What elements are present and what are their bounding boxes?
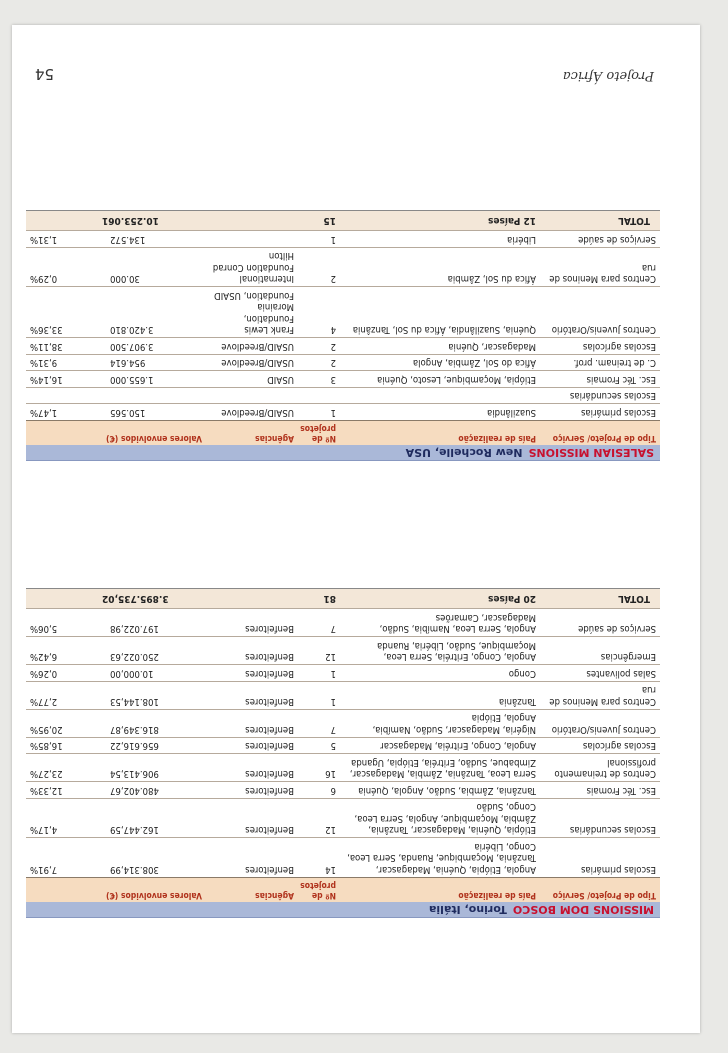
salesian-org-name: SALESIAN MISSIONS xyxy=(528,446,654,459)
cell-pais: Etiópia, Moçambique, Lesoto, Quénia xyxy=(340,371,540,388)
col-header-agencias: Agências xyxy=(206,421,298,446)
col-header-valores: Valores envolvidos (€) xyxy=(26,421,206,446)
cell-pais: Áfica do Sol, Zâmbia, Angola xyxy=(340,355,540,372)
document-sheet xyxy=(12,25,700,1033)
cell-num: 1 xyxy=(298,404,340,421)
cell-agencia: Benfeitores xyxy=(206,609,298,637)
page-number: 54 xyxy=(34,65,54,83)
bosco-table-header xyxy=(26,878,660,903)
cell-tipo: Centros para Meninos de rua xyxy=(540,682,660,710)
cell-tipo: Escolas agrícolas xyxy=(540,738,660,755)
total-countries: 12 Países xyxy=(340,211,540,232)
cell-agencia: Benfeitores xyxy=(206,754,298,782)
cell-valor: 30.000 xyxy=(98,248,206,288)
total-empty xyxy=(26,211,98,232)
table-row xyxy=(26,338,660,355)
cell-pais: Angola, Etiópia, Quénia, Madagascar, Tanzânia, Moçambique, Ruanda, Serra Leoa, Congo, Libéria xyxy=(340,838,540,878)
cell-num: 12 xyxy=(298,799,340,839)
cell-pais: Áfica du Sol, Zâmbia xyxy=(340,248,540,288)
col-header-tipo: Tipo de Projeto/ Serviço xyxy=(540,421,660,446)
cell-agencia: Benfeitores xyxy=(206,710,298,738)
cell-pais: Madagascar, Quénia xyxy=(340,338,540,355)
cell-num: 3 xyxy=(298,371,340,388)
total-label: TOTAL xyxy=(540,211,660,232)
cell-valor: 162.447,59 xyxy=(98,799,206,839)
cell-agencia: Benfeitores xyxy=(206,738,298,755)
salesian-table-body xyxy=(26,211,660,421)
cell-num: 1 xyxy=(298,231,340,248)
cell-tipo: Centros Juvenis/Oratório xyxy=(540,287,660,338)
total-projects: 81 xyxy=(298,589,340,610)
bosco-city: Torino, Itália xyxy=(428,903,507,916)
cell-valor: 134.572 xyxy=(98,231,206,248)
total-countries: 20 Países xyxy=(340,589,540,610)
cell-valor: 10.000,00 xyxy=(98,665,206,682)
cell-num: 4 xyxy=(298,287,340,338)
cell-tipo: Esc. Téc Fromais xyxy=(540,371,660,388)
cell-num: 6 xyxy=(298,782,340,799)
cell-pais: Angola, Serra Leoa, Namíbia, Sudão, Madagascar, Camarões xyxy=(340,609,540,637)
cell-pais xyxy=(340,388,540,405)
table-row xyxy=(26,838,660,878)
cell-tipo: C. de treinam. prof. xyxy=(540,355,660,372)
cell-pct: 12,33% xyxy=(26,782,98,799)
cell-valor xyxy=(98,388,206,405)
table-row xyxy=(26,248,660,288)
cell-agencia: Frank Lewis Foundation, Morainia Foundation, USAID xyxy=(206,287,298,338)
cell-num: 7 xyxy=(298,710,340,738)
cell-pct: 38,11% xyxy=(26,338,98,355)
cell-pais: Congo xyxy=(340,665,540,682)
table-row xyxy=(26,665,660,682)
table-row xyxy=(26,371,660,388)
cell-pct: 1,31% xyxy=(26,231,98,248)
total-label: TOTAL xyxy=(540,589,660,610)
cell-tipo: Salas polivantes xyxy=(540,665,660,682)
cell-pct: 0,26% xyxy=(26,665,98,682)
cell-num: 12 xyxy=(298,637,340,665)
cell-agencia: Benfeitores xyxy=(206,799,298,839)
cell-tipo: Esc. Téc Fromais xyxy=(540,782,660,799)
bosco-section-header xyxy=(26,902,660,918)
cell-agencia: Benfeitores xyxy=(206,838,298,878)
cell-pct: 5,06% xyxy=(26,609,98,637)
cell-agencia: International Foundation Conrad Hilton xyxy=(206,248,298,288)
cell-agencia: Benfeitores xyxy=(206,782,298,799)
cell-valor: 816.349,87 xyxy=(98,710,206,738)
cell-pais: Nigéria, Madagascar, Sudão, Namíbia, Angola, Etiópia xyxy=(340,710,540,738)
col-header-agencias: Agências xyxy=(206,878,298,903)
cell-pct: 4,17% xyxy=(26,799,98,839)
cell-tipo: Centros para Meninos de rua xyxy=(540,248,660,288)
cell-pct: 0,29% xyxy=(26,248,98,288)
salesian-section-header xyxy=(26,445,660,461)
cell-valor: 108.144,53 xyxy=(98,682,206,710)
cell-valor: 3.420.810 xyxy=(98,287,206,338)
cell-agencia: Benfeitores xyxy=(206,665,298,682)
cell-tipo: Serviços de saúde xyxy=(540,609,660,637)
total-value: 3.895.735,02 xyxy=(98,589,206,610)
cell-pais: Tanzânia, Zâmbia, Sudão, Angola, Quénia xyxy=(340,782,540,799)
table-row xyxy=(26,782,660,799)
cell-valor: 150.565 xyxy=(98,404,206,421)
cell-valor: 250.022,63 xyxy=(98,637,206,665)
cell-pais: Suazilândia xyxy=(340,404,540,421)
salesian-table-header xyxy=(26,421,660,446)
cell-num xyxy=(298,388,340,405)
cell-pct: 23,27% xyxy=(26,754,98,782)
table-row xyxy=(26,738,660,755)
cell-pais: Angola, Congo, Eritréia, Madagascar xyxy=(340,738,540,755)
table-row xyxy=(26,637,660,665)
cell-pais: Quénia, Suazilândia, Áfica du Sol, Tanzânia xyxy=(340,287,540,338)
cell-valor: 906.413,54 xyxy=(98,754,206,782)
table-row xyxy=(26,754,660,782)
cell-pct: 20,95% xyxy=(26,710,98,738)
cell-valor: 1.655.000 xyxy=(98,371,206,388)
cell-agencia: Benfeitores xyxy=(206,637,298,665)
cell-valor: 480.402,67 xyxy=(98,782,206,799)
salesian-table xyxy=(26,210,660,445)
total-row xyxy=(26,589,660,610)
cell-tipo: Escolas secundárias xyxy=(540,799,660,839)
cell-pct: 2,77% xyxy=(26,682,98,710)
cell-pct: 1,47% xyxy=(26,404,98,421)
table-row xyxy=(26,231,660,248)
cell-agencia xyxy=(206,388,298,405)
cell-agencia: USAID xyxy=(206,371,298,388)
cell-valor: 954.614 xyxy=(98,355,206,372)
cell-num: 2 xyxy=(298,248,340,288)
total-value: 10.253.061 xyxy=(98,211,206,232)
col-header-valores: Valores envolvidos (€) xyxy=(26,878,206,903)
cell-agencia: Benfeitores xyxy=(206,682,298,710)
bosco-section xyxy=(26,588,660,918)
cell-pct: 16,85% xyxy=(26,738,98,755)
col-header-pais: País de realização xyxy=(340,878,540,903)
cell-pct: 16,14% xyxy=(26,371,98,388)
cell-tipo: Escolas agrícolas xyxy=(540,338,660,355)
salesian-city: New Rochelle, USA xyxy=(405,446,523,459)
cell-agencia: USAID/Breedlove xyxy=(206,404,298,421)
table-row xyxy=(26,388,660,405)
cell-num: 16 xyxy=(298,754,340,782)
bosco-table xyxy=(26,588,660,902)
col-header-tipo: Tipo de Projeto/ Serviço xyxy=(540,878,660,903)
table-row xyxy=(26,682,660,710)
cell-tipo: Serviços de saúde xyxy=(540,231,660,248)
cell-num: 2 xyxy=(298,355,340,372)
cell-agencia: USAID/Breedlove xyxy=(206,355,298,372)
table-row xyxy=(26,799,660,839)
total-projects: 15 xyxy=(298,211,340,232)
cell-valor: 656.616,22 xyxy=(98,738,206,755)
table-row xyxy=(26,609,660,637)
cell-num: 1 xyxy=(298,682,340,710)
cell-num: 1 xyxy=(298,665,340,682)
cell-num: 2 xyxy=(298,338,340,355)
cell-num: 5 xyxy=(298,738,340,755)
cell-valor: 308.314,99 xyxy=(98,838,206,878)
bosco-org-name: MISSIONS DOM BOSCO xyxy=(512,903,654,916)
salesian-section xyxy=(26,210,660,461)
cell-pct: 9,31% xyxy=(26,355,98,372)
cell-pais: Serra Leoa, Tanzânia, Zâmbia, Madagascar, Zimbabue, Sudão, Eritréia, Etiópia, Uganda xyxy=(340,754,540,782)
table-row xyxy=(26,287,660,338)
cell-agencia: USAID/Breedlove xyxy=(206,338,298,355)
total-empty xyxy=(206,211,298,232)
cell-valor: 3.907.500 xyxy=(98,338,206,355)
cell-pais: Etiópia, Quénia, Madagascar, Tanzânia, Zâmbia, Moçambique, Angola, Serra Leoa, Congo, Sudão xyxy=(340,799,540,839)
cell-pais: Angola, Congo, Eritréia, Serra Leoa, Moçambique, Sudão, Libéria, Ruanda xyxy=(340,637,540,665)
cell-valor: 197.022,98 xyxy=(98,609,206,637)
bosco-table-body xyxy=(26,589,660,878)
cell-pais: Tanzânia xyxy=(340,682,540,710)
col-header-num: Nº de projetos xyxy=(298,421,340,446)
cell-pct xyxy=(26,388,98,405)
cell-tipo: Escolas primárias xyxy=(540,838,660,878)
cell-pais: Libéria xyxy=(340,231,540,248)
cell-tipo: Centros de treinamento profissional xyxy=(540,754,660,782)
table-row xyxy=(26,404,660,421)
cell-pct: 6,42% xyxy=(26,637,98,665)
cell-pct: 7,91% xyxy=(26,838,98,878)
cell-tipo: Escolas secundárias xyxy=(540,388,660,405)
cell-num: 7 xyxy=(298,609,340,637)
cell-tipo: Centros Juvenis/Oratório xyxy=(540,710,660,738)
running-title: Projeto África xyxy=(562,68,654,83)
col-header-num: Nº de projetos xyxy=(298,878,340,903)
cell-agencia xyxy=(206,231,298,248)
cell-tipo: Emergências xyxy=(540,637,660,665)
cell-tipo: Escolas primárias xyxy=(540,404,660,421)
total-empty xyxy=(26,589,98,610)
total-row xyxy=(26,211,660,232)
col-header-pais: País de realização xyxy=(340,421,540,446)
table-row xyxy=(26,710,660,738)
total-empty xyxy=(206,589,298,610)
cell-pct: 33,36% xyxy=(26,287,98,338)
cell-num: 14 xyxy=(298,838,340,878)
table-row xyxy=(26,355,660,372)
